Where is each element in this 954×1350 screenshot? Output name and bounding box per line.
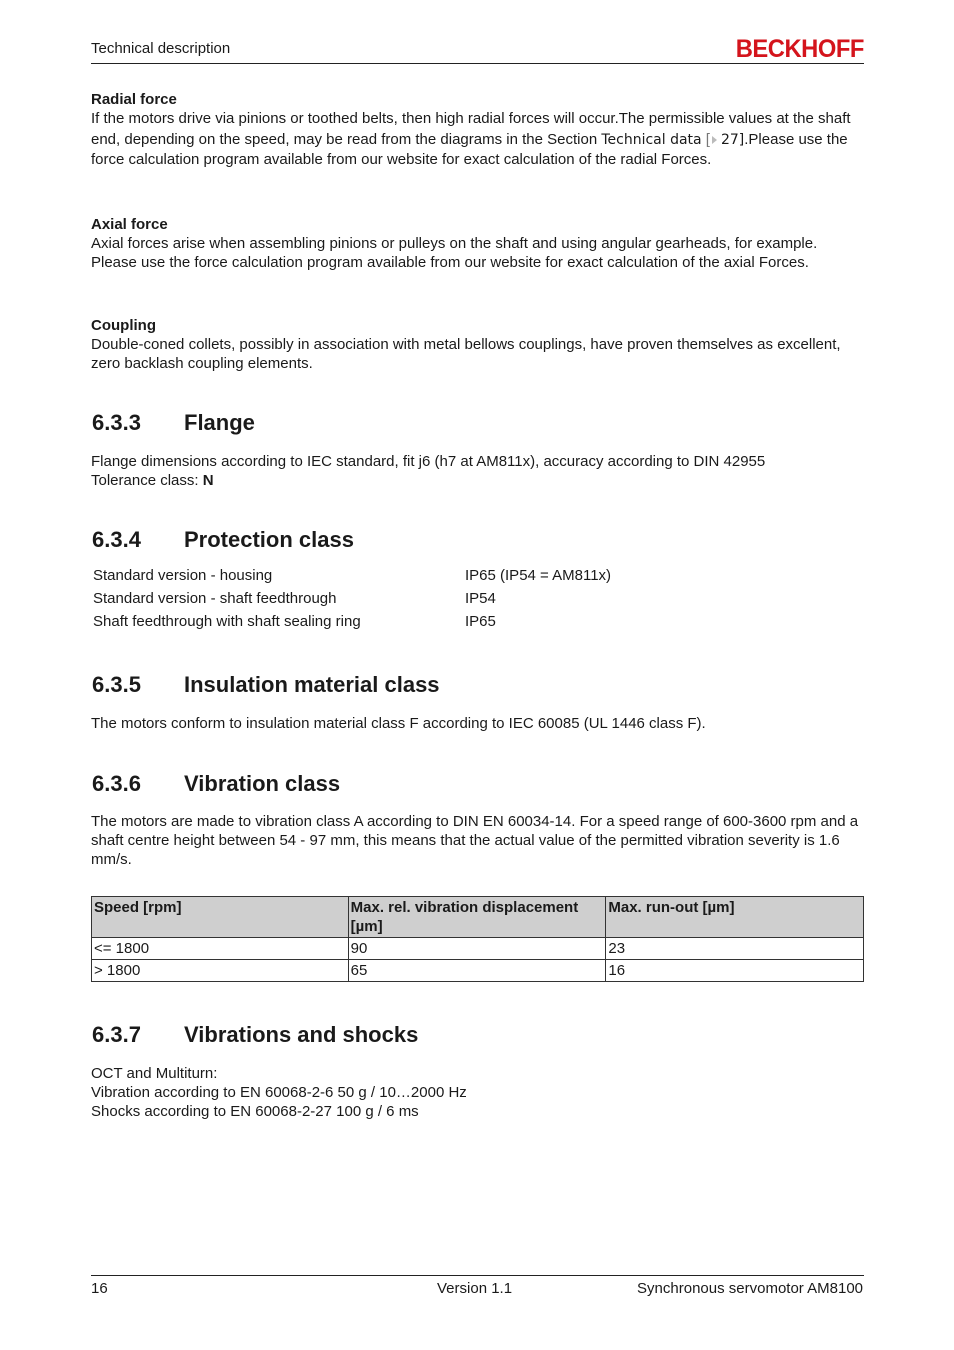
header-section-title: Technical description bbox=[91, 40, 231, 57]
beckhoff-logo: BECKHOFF bbox=[735, 35, 864, 63]
header-divider bbox=[91, 63, 864, 64]
flange-line-1: Flange dimensions according to IEC standard, fit j6 (h7 at AM811x), accuracy according to DIN 42955 bbox=[91, 453, 766, 470]
protection-label: Standard version - housing bbox=[93, 567, 273, 584]
footer-divider bbox=[91, 1275, 864, 1276]
table-header-row bbox=[92, 897, 864, 938]
table-cell: <= 1800 bbox=[92, 938, 349, 960]
shocks-line: Vibration according to EN 60068-2-6 50 g / 10…2000 Hz bbox=[91, 1084, 467, 1101]
section-title: Protection class bbox=[184, 527, 354, 552]
table-cell: 90 bbox=[348, 938, 606, 960]
section-number: 6.3.5 bbox=[92, 672, 141, 697]
table-cell: > 1800 bbox=[92, 960, 349, 982]
section-title: Flange bbox=[184, 410, 255, 435]
axial-force-heading: Axial force bbox=[91, 216, 168, 233]
coupling-heading: Coupling bbox=[91, 317, 156, 334]
document-version: Version 1.1 bbox=[437, 1280, 513, 1297]
protection-row bbox=[93, 567, 793, 584]
flange-line-2 bbox=[91, 471, 864, 490]
protection-value: IP65 (IP54 = AM811x) bbox=[465, 567, 612, 584]
technical-data-page-link[interactable]: 27] bbox=[720, 131, 745, 148]
tolerance-label: Tolerance class: bbox=[91, 472, 203, 489]
section-heading-shocks bbox=[92, 1022, 418, 1048]
section-number: 6.3.3 bbox=[92, 410, 141, 435]
link-arrow-icon bbox=[712, 136, 717, 144]
radial-force-heading: Radial force bbox=[91, 91, 177, 108]
section-heading-protection bbox=[92, 527, 354, 553]
section-number: 6.3.6 bbox=[92, 771, 141, 796]
vibration-text: The motors are made to vibration class A according to DIN EN 60034-14. For a speed range of 600-3600 rpm and a shaft centre height between 54 - 97 mm, this means that the actual value of the permitted vibration severity is 1.6 mm/s. bbox=[91, 813, 859, 868]
insulation-text: The motors conform to insulation material class F according to IEC 60085 (UL 1446 class F). bbox=[91, 715, 706, 732]
vibration-table bbox=[91, 896, 864, 982]
page-number: 16 bbox=[91, 1280, 108, 1297]
coupling-text: Double-coned collets, possibly in association with metal bellows couplings, have proven themselves as excellent, zero backlash coupling elements. bbox=[91, 336, 841, 372]
product-name: Synchronous servomotor AM8100 bbox=[637, 1280, 863, 1297]
radial-text-after: .Please use the force calculation program available from our website for exact calculation of the radial Forces. bbox=[91, 130, 848, 168]
column-header: Speed [rpm] bbox=[92, 897, 349, 938]
protection-row bbox=[93, 613, 793, 630]
section-number: 6.3.7 bbox=[92, 1022, 141, 1047]
radial-text-before: If the motors drive via pinions or toothed belts, then high radial forces will occur.The permissible values at the shaft end, depending on the speed, may be read from the diagrams in the Section bbox=[91, 110, 851, 148]
tolerance-value: N bbox=[202, 472, 214, 489]
coupling-block bbox=[91, 316, 864, 373]
shocks-line: Shocks according to EN 60068-2-27 100 g / 6 ms bbox=[91, 1103, 419, 1120]
protection-value: IP54 bbox=[465, 590, 496, 607]
table-row bbox=[92, 938, 864, 960]
flange-text bbox=[91, 452, 864, 490]
axial-force-block bbox=[91, 215, 864, 272]
section-heading-flange bbox=[92, 410, 255, 436]
radial-force-text bbox=[91, 109, 864, 171]
section-title: Insulation material class bbox=[184, 672, 440, 697]
axial-force-text: Axial forces arise when assembling pinions or pulleys on the shaft and using angular gearheads, for example. Please use the force calculation program available from our website for exact calculation of the axial Forces. bbox=[91, 235, 818, 271]
column-header: Max. run-out [µm] bbox=[606, 897, 864, 938]
technical-data-link[interactable]: Technical data bbox=[601, 131, 702, 148]
protection-row bbox=[93, 590, 793, 607]
table-cell: 23 bbox=[606, 938, 864, 960]
shocks-text bbox=[91, 1064, 864, 1121]
table-cell: 65 bbox=[348, 960, 606, 982]
section-number: 6.3.4 bbox=[92, 527, 141, 552]
section-title: Vibration class bbox=[184, 771, 341, 796]
column-header: Max. rel. vibration displacement [µm] bbox=[348, 897, 606, 938]
protection-label: Shaft feedthrough with shaft sealing ring bbox=[93, 613, 361, 630]
section-title: Vibrations and shocks bbox=[184, 1022, 419, 1047]
section-heading-vibration bbox=[92, 771, 340, 797]
table-row bbox=[92, 960, 864, 982]
section-heading-insulation bbox=[92, 672, 440, 698]
protection-label: Standard version - shaft feedthrough bbox=[93, 590, 337, 607]
radial-force-block bbox=[91, 90, 864, 171]
protection-value: IP65 bbox=[465, 613, 496, 630]
shocks-line: OCT and Multiturn: bbox=[91, 1065, 218, 1082]
table-cell: 16 bbox=[606, 960, 864, 982]
link-open-bracket: [ bbox=[705, 130, 710, 148]
